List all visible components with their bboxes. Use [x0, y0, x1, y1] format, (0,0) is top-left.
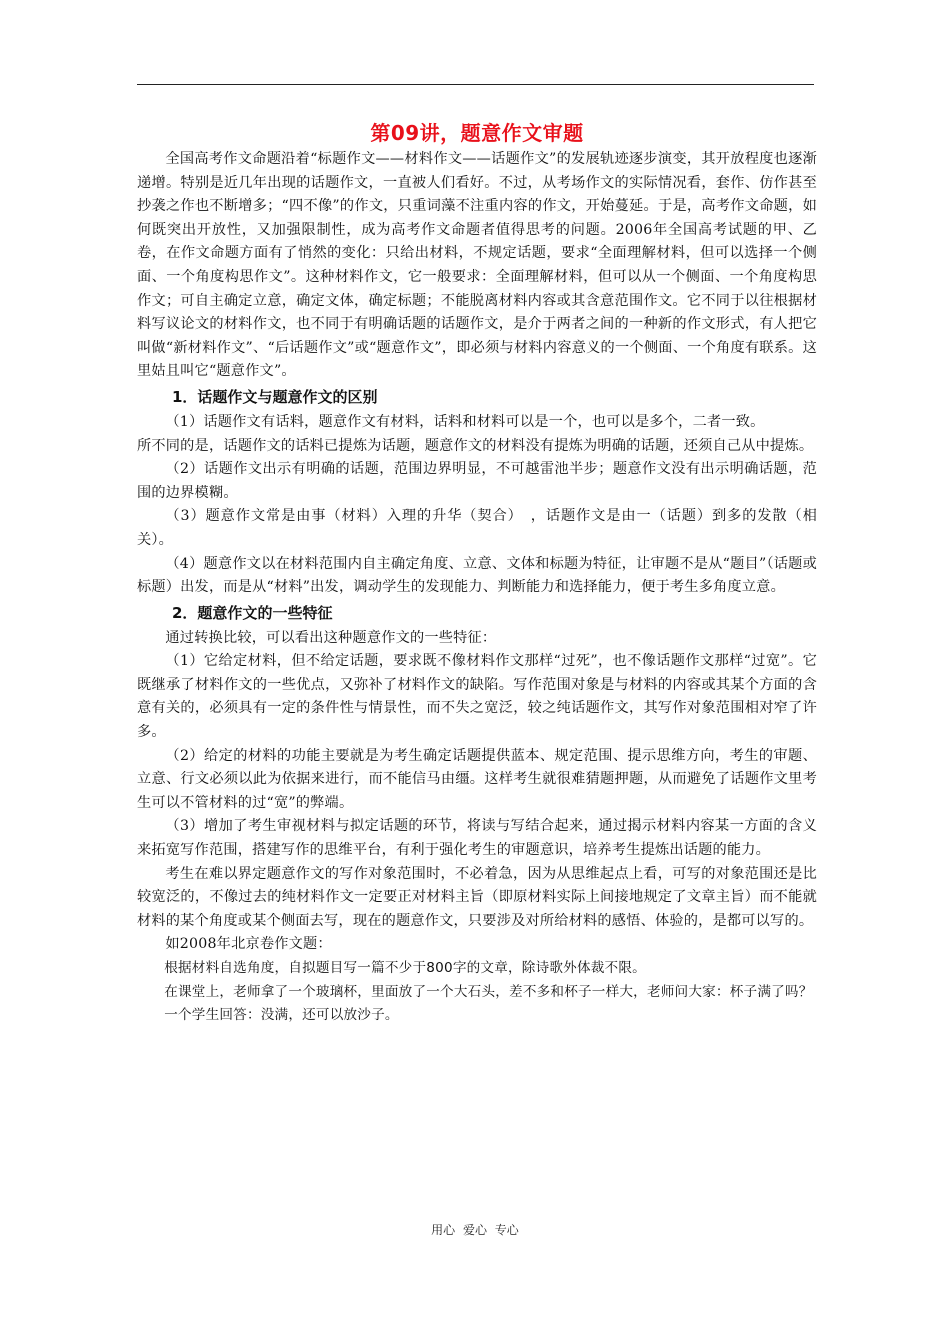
- example-line-2: 在课堂上，老师拿了一个玻璃杯，里面放了一个大石头，差不多和杯子一样大，老师问大家：杯子满了吗？: [164, 983, 813, 1000]
- page-title: 第09讲，题意作文审题: [370, 121, 584, 145]
- section2-summary: 考生在难以界定题意作文的写作对象范围时，不必着急，因为从思维起点上看，可写的对象范围还是比较宽泛的，不像过去的纯材料作文一定要正对材料主旨（即原材料实际上间接地规定了文章主旨）而不能就材料的某个角度或某个侧面去写，现在的题意作文，只要涉及对所给材料的感悟、体验的，是都可以写的。: [137, 865, 817, 929]
- section2-item-3: （3）增加了考生审视材料与拟定话题的环节，将读与写结合起来，通过揭示材料内容某一方面的含义来拓宽写作范围，搭建写作的思维平台，有利于强化考生的审题意识，培养考生提炼出话题的能力。: [137, 818, 817, 859]
- section1-item-4: （4）题意作文以在材料范围内自主确定角度、立意、文体和标题为特征，让审题不是从“题目”（话题或标题）出发，而是从“材料”出发，调动学生的发现能力、判断能力和选择能力，便于考生多角度立意。: [137, 555, 817, 596]
- example-intro: 如2008年北京卷作文题：: [165, 936, 332, 953]
- page-footer: 用心 爱心 专心: [431, 1223, 519, 1237]
- section-heading-2: 2．题意作文的一些特征: [172, 603, 333, 622]
- example-line-1: 根据材料自选角度，自拟题目写一篇不少于800字的文章，除诗歌外体裁不限。: [164, 960, 646, 976]
- section2-lead: 通过转换比较，可以看出这种题意作文的一些特征：: [165, 629, 497, 646]
- section1-item-2: （2）话题作文出示有明确的话题，范围边界明显，不可越雷池半步；题意作文没有出示明确话题，范围的边界模糊。: [137, 461, 817, 501]
- section1-item-1-continued: 所不同的是，话题作文的话料已提炼为话题，题意作文的材料没有提炼为明确的话题，还须自己从中提炼。: [137, 437, 814, 454]
- section2-item-1: （1）它给定材料，但不给定话题，要求既不像材料作文那样“过死”，也不像话题作文那样“过宽”。它既继承了材料作文的一些优点，又弥补了材料作文的缺陷。写作范围对象是与材料的内容或其某个方面的含意有关的，必须具有一定的条件性与情景性，而不失之宽泛，较之纯话题作文，其写作对象范围相对窄了许多。: [137, 653, 817, 741]
- section1-item-3: （3）题意作文常是由事（材料）入理的升华（契合） ，话题作文是由一（话题）到多的发散（相关）。: [137, 508, 817, 548]
- section-heading-1: 1．话题作文与题意作文的区别: [172, 387, 378, 406]
- header-rule: [137, 84, 814, 85]
- section1-item-1: （1）话题作文有话料，题意作文有材料，话料和材料可以是一个，也可以是多个，二者一致。: [165, 413, 765, 430]
- intro-paragraph: 全国高考作文命题沿着“标题作文——材料作文——话题作文”的发展轨迹逐步演变，其开放程度也逐渐递增。特别是近几年出现的话题作文，一直被人们看好。不过，从考场作文的实际情况看，套作、仿作甚至抄袭之作也不断增多；“四不像”的作文，只重词藻不注重内容的作文，开始蔓延。于是，高考作文命题，如何既突出开放性，又加强限制性，成为高考作文命题者值得思考的问题。2006年全国高考试题的甲、乙卷，在作文命题方面有了悄然的变化：只给出材料，不规定话题，要求“全面理解材料，但可以选择一个侧面、一个角度构思作文”。这种材料作文，它一般要求：全面理解材料，但可以从一个侧面、一个角度构思作文；可自主确定立意，确定文体，确定标题；不能脱离材料内容或其含意范围作文。它不同于以往根据材料写议论文的材料作文，也不同于有明确话题的话题作文，是介于两者之间的一种新的作文形式，有人把它叫做“新材料作文”、“后话题作文”或“题意作文”，即必须与材料内容意义的一个侧面、一个角度有联系。这里姑且叫它“题意作文”。: [137, 151, 817, 380]
- section2-item-2: （2）给定的材料的功能主要就是为考生确定话题提供蓝本、规定范围、提示思维方向，考生的审题、立意、行文必须以此为依据来进行，而不能信马由缰。这样考生就很难猜题押题，从而避免了话题作文里考生可以不管材料的过“宽”的弊端。: [137, 747, 817, 811]
- document-page: [137, 120, 817, 1028]
- example-line-3: 一个学生回答：没满，还可以放沙子。: [164, 1007, 399, 1024]
